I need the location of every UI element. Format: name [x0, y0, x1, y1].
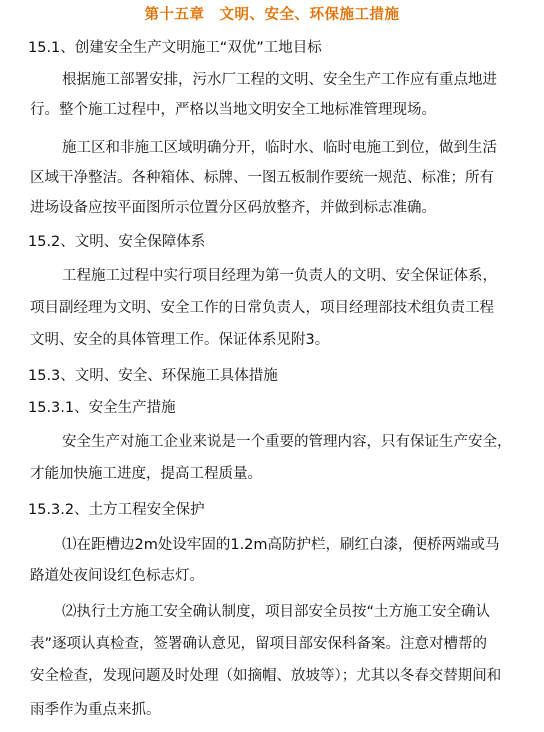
- section-heading: 15.1、创建安全生产文明施工“双优”工地目标: [28, 40, 322, 56]
- paragraph-line: 区域干净整洁。各种箱体、标牌、一图五板制作要统一规范、标准；所有: [30, 170, 494, 186]
- paragraph-line: 文明、安全的具体管理工作。保证体系见附3。: [30, 332, 330, 348]
- section-heading: 15.2、文明、安全保障体系: [28, 234, 206, 250]
- paragraph-line: 雨季作为重点来抓。: [30, 702, 161, 718]
- paragraph-line: 进场设备应按平面图所示位置分区码放整齐，并做到标志准确。: [30, 200, 436, 216]
- paragraph-line: 项目副经理为文明、安全工作的日常负责人，项目经理部技术组负责工程: [30, 300, 494, 316]
- section-heading: 15.3.2、土方工程安全保护: [28, 502, 205, 518]
- paragraph-line: 安全生产对施工企业来说是一个重要的管理内容，只有保证生产安全，: [62, 434, 512, 450]
- paragraph-line: 安全检查，发现问题及时处理（如摘帽、放坡等）；尤其以冬春交替期间和: [30, 668, 502, 684]
- paragraph-line: 表”逐项认真检查，签署确认意见，留项目部安保科备案。注意对槽帮的: [30, 636, 488, 652]
- paragraph-line: ⑵执行土方施工安全确认制度，项目部安全员按“土方施工安全确认: [62, 604, 491, 620]
- section-heading: 15.3.1、安全生产措施: [28, 400, 176, 416]
- chapter-title: 第十五章 文明、安全、环保施工措施: [144, 7, 400, 23]
- paragraph-line: 行。整个施工过程中，严格以当地文明安全工地标准管理现场。: [30, 102, 436, 118]
- paragraph-line: 路道处夜间设红色标志灯。: [30, 568, 204, 584]
- paragraph-line: 根据施工部署安排，污水厂工程的文明、安全生产工作应有重点地进: [62, 72, 497, 88]
- paragraph-line: 工程施工过程中实行项目经理为第一负责人的文明、安全保证体系，: [62, 268, 497, 284]
- paragraph-line: 才能加快施工进度，提高工程质量。: [30, 466, 262, 482]
- section-heading: 15.3、文明、安全、环保施工具体措施: [28, 368, 278, 384]
- paragraph-line: 施工区和非施工区域明确分开，临时水、临时电施工到位，做到生活: [62, 140, 497, 156]
- paragraph-line: ⑴在距槽边2m处设牢固的1.2m高防护栏，刷红白漆，便桥两端或马: [62, 537, 500, 553]
